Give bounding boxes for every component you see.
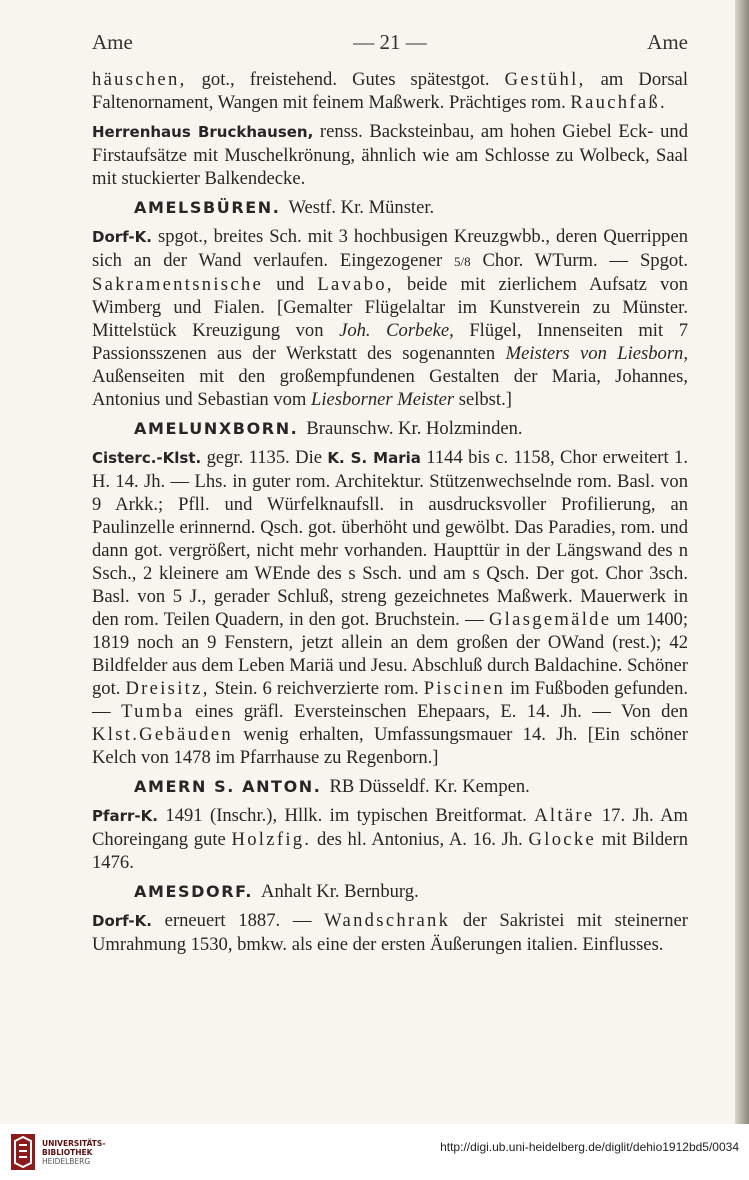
library-crest-icon [10,1133,36,1171]
paragraph-herrenhaus: Herrenhaus Bruckhausen, renss. Backsteinbau, am hohen Giebel Eck- und Firstaufsätze mit Muschelkrönung, ähnlich wie am Schlosse zu Wolbeck, Saal mit stuckierter Balkendecke. [92,121,688,189]
page-gutter [735,0,749,1124]
permalink-url[interactable]: http://digi.ub.uni-heidelberg.de/diglit/dehio1912bd5/0034 [440,1140,739,1154]
entry-heading-amelsbueren: AMELSBÜREN. Westf. Kr. Münster. [134,197,435,218]
header-right: Ame [647,30,688,54]
entry-heading-amesdorf: AMESDORF. Anhalt Kr. Bernburg. [134,881,419,902]
page-content [92,68,688,962]
library-name: UNIVERSITÄTS- BIBLIOTHEK HEIDELBERG [42,1138,106,1166]
page-number: — 21 — [353,30,427,54]
paragraph-amelsbueren: Dorf-K. spgot., breites Sch. mit 3 hochbusigen Kreuzgwbb., deren Querrippen sich an der Wand verlaufen. Eingezogener 5/8 Chor. WTurm. — Spgot. Sakramentsnische und Lavabo, beide mit zierlichem Aufsatz von Wimberg und Fialen. [Gemalter Flügelaltar im Kunstverein zu Münster. Mittelstück Kreuzigung von Joh. Corbeke, Flügel, Innenseiten mit 7 Passionsszenen aus der Werkstatt des sogenannten Meisters von Liesborn, Außenseiten mit den großempfundenen Gestalten der Maria, Johannes, Antonius und Sebastian vom Liesborner Meister selbst.] [92,226,689,410]
viewer-footer [0,1124,749,1180]
running-header [92,30,688,55]
entry-heading-amelunxborn: AMELUNXBORN. Braunschw. Kr. Holzminden. [134,418,523,439]
paragraph-amelunxborn: Cisterc.-Klst. gegr. 1135. Die K. S. Maria 1144 bis c. 1158, Chor erweitert 1. H. 14. Jh. — Lhs. in guter rom. Architektur. Stützenwechselnde rom. Basl. von 9 Arkk.; Pfll. und Würfelknaufsll. in ausdrucksvoller Profilierung, an Paulinzelle erinnernd. Qsch. got. überhöht und gewölbt. Das Paradies, rom. und dann got. vergrößert, nicht mehr vorhanden. Haupttür in der Längswand des n Ssch., 2 kleinere am WEnde des s Ssch. und am s Qsch. Der got. Chor 3sch. Basl. von 5 J., gerader Schluß, streng gezeichnetes Maßwerk. Mauerwerk in den rom. Teilen Quadern, in den got. Bruchstein. — Glasgemälde um 1400; 1819 noch an 9 Fenstern, jetzt allein an dem großen der OWand (rest.); 42 Bildfelder aus dem Leben Mariä und Jesu. Abschluß durch Baldachine. Schöner got. Dreisitz, Stein. 6 reichverzierte rom. Piscinen im Fußboden gefunden. — Tumba eines gräfl. Eversteinschen Ehepaars, E. 14. Jh. — Von den Klst.Gebäuden wenig erhalten, Umfassungsmauer 14. Jh. [Ein schöner Kelch von 1478 im Pfarrhause zu Regenborn.] [92,447,689,768]
paragraph-rauchfass: häuschen, got., freistehend. Gutes spätestgot. Gestühl, am Dorsal Faltenornament, Wangen mit feinem Maßwerk. Prächtiges rom. Rauchfaß. [92,69,688,113]
paragraph-amern: Pfarr-K. 1491 (Inschr.), Hllk. im typischen Breitformat. Altäre 17. Jh. Am Choreingang gute Holzfig. des hl. Antonius, A. 16. Jh. Glocke mit Bildern 1476. [92,805,688,873]
paragraph-amesdorf: Dorf-K. erneuert 1887. — Wandschrank der Sakristei mit steinerner Umrahmung 1530, bmkw. als eine der ersten Äußerungen italien. Einflusses. [92,910,688,955]
library-logo[interactable] [10,1133,105,1171]
entry-heading-amern: AMERN S. ANTON. RB Düsseldf. Kr. Kempen. [134,776,530,797]
header-left: Ame [92,30,133,54]
